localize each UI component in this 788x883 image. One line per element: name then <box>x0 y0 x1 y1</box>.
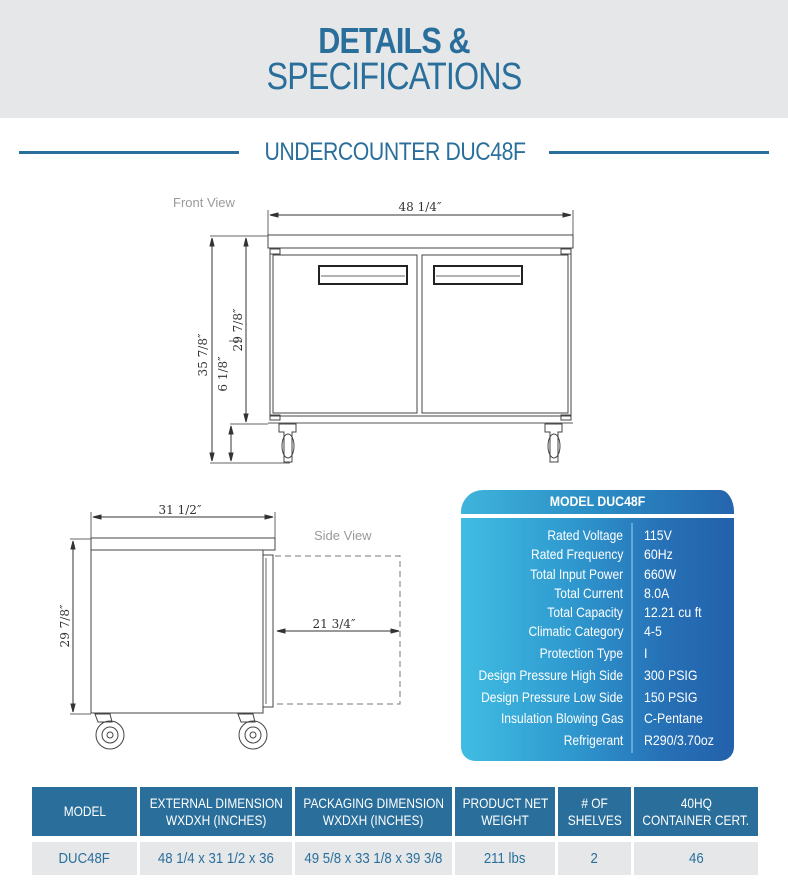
spec-row <box>461 689 734 709</box>
spec-card <box>461 490 734 761</box>
table-header-model: MODEL <box>32 787 137 836</box>
spec-value: 300 PSIG <box>644 667 698 683</box>
table-cell-packaging-dimension: 49 5/8 x 33 1/8 x 39 3/8 <box>295 842 452 875</box>
spec-row <box>461 667 734 687</box>
table-cell-model: DUC48F <box>32 842 137 875</box>
spec-value: 60Hz <box>644 546 673 562</box>
table-header-shelves: # OF SHELVES <box>558 787 631 836</box>
front-cabinet-height-dim: 29 7/8″ <box>231 308 245 352</box>
header-band <box>0 0 788 118</box>
side-height-dim: 29 7/8″ <box>58 604 72 648</box>
spec-row <box>461 546 734 566</box>
spec-label: Rated Frequency <box>530 546 623 562</box>
spec-card-body <box>461 518 734 761</box>
spec-label: Rated Voltage <box>547 527 623 543</box>
table-header-packaging-dimension: PACKAGING DIMENSION WXDXH (INCHES) <box>295 787 452 836</box>
spec-row <box>461 623 734 643</box>
spec-value: R290/3.70oz <box>644 732 714 748</box>
spec-value: I <box>644 645 648 661</box>
spec-value: 660W <box>644 566 677 582</box>
spec-row <box>461 527 734 547</box>
spec-value: 4-5 <box>644 623 662 639</box>
spec-value: 8.0A <box>644 585 670 601</box>
spec-label: Protection Type <box>539 645 623 661</box>
spec-card-title: MODEL DUC48F <box>549 493 646 509</box>
spec-value: 115V <box>644 527 672 543</box>
table-cell-container-cert: 46 <box>634 842 758 875</box>
table-header-net-weight: PRODUCT NET WEIGHT <box>455 787 555 836</box>
side-view-label: Side View <box>314 528 372 543</box>
spec-value: 150 PSIG <box>644 689 698 705</box>
subtitle-rule-left <box>19 151 239 154</box>
table-cell-shelves: 2 <box>558 842 631 875</box>
spec-label: Total Input Power <box>529 566 623 582</box>
spec-card-header <box>461 490 734 514</box>
front-width-dim: 48 1/4″ <box>398 200 442 214</box>
section-subtitle: UNDERCOUNTER DUC48F <box>264 138 526 166</box>
spec-label: Climatic Category <box>527 623 623 639</box>
front-view-label: Front View <box>173 195 235 210</box>
spec-row <box>461 566 734 586</box>
front-total-height-dim: 35 7/8″ <box>196 333 210 377</box>
spec-label: Insulation Blowing Gas <box>500 710 623 726</box>
table-header-external-dimension: EXTERNAL DIMENSION WXDXH (INCHES) <box>140 787 292 836</box>
spec-row <box>461 585 734 605</box>
subtitle-rule-right <box>549 151 769 154</box>
spec-label: Total Capacity <box>547 604 623 620</box>
table-header-container-cert: 40HQ CONTAINER CERT. <box>634 787 758 836</box>
spec-label: Total Current <box>554 585 623 601</box>
spec-label: Design Pressure Low Side <box>481 689 623 705</box>
table-cell-external-dimension: 48 1/4 x 31 1/2 x 36 <box>140 842 292 875</box>
spec-value: 12.21 cu ft <box>644 604 702 620</box>
spec-row <box>461 604 734 624</box>
spec-row <box>461 732 734 752</box>
spec-row <box>461 710 734 730</box>
table-cell-net-weight: 211 lbs <box>455 842 555 875</box>
side-door-swing-dim: 21 3/4″ <box>312 617 356 631</box>
page-title-line2: SPECIFICATIONS <box>266 56 522 98</box>
front-caster-height-dim: 6 1/8″ <box>216 356 230 392</box>
page-title-line1: DETAILS & <box>318 20 470 61</box>
side-depth-dim: 31 1/2″ <box>158 503 202 517</box>
spec-row <box>461 645 734 665</box>
spec-value: C-Pentane <box>644 710 703 726</box>
spec-label: Design Pressure High Side <box>478 667 623 683</box>
spec-label: Refrigerant <box>563 732 623 748</box>
